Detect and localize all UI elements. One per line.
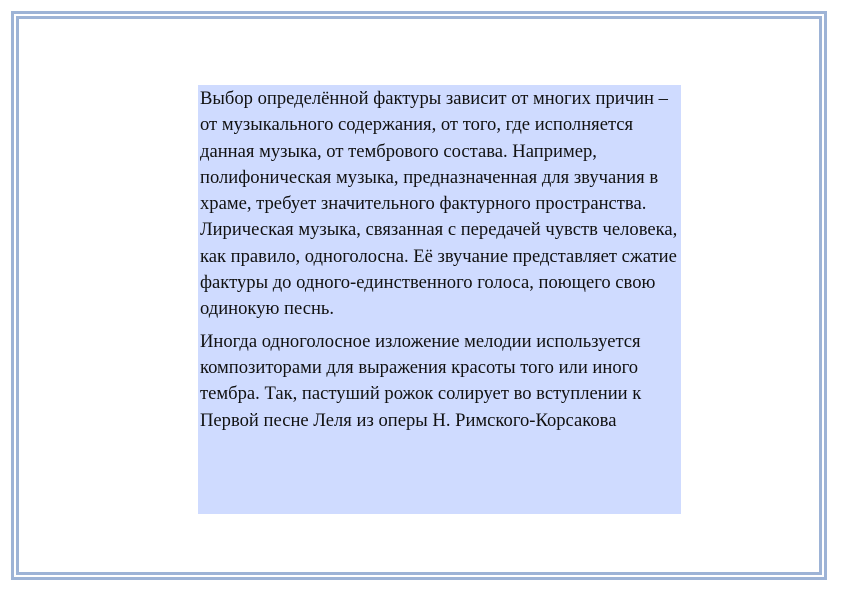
paragraph-2: Иногда одноголосное изложение мелодии используется композиторами для выражения красоты того или иного тембра. Так, пастуший рожок солирует во вступлении к Первой песне Леля из оперы Н. Римского-Корсакова xyxy=(200,330,642,431)
paragraph-1: Выбор определённой фактуры зависит от многих причин – от музыкального содержания, от того, где исполняется данная музыка, от тембрового состава. Например, полифоническая музыка, предназначенная для звучания в храме, требует значительного фактурного пространства. Лирическая музыка, связанная с передачей чувств человека, как правило, одноголосна. Её звучание представляет сжатие фактуры до одного-единственного голоса, поющего свою одинокую песнь. xyxy=(200,88,678,320)
text-box xyxy=(198,85,681,514)
